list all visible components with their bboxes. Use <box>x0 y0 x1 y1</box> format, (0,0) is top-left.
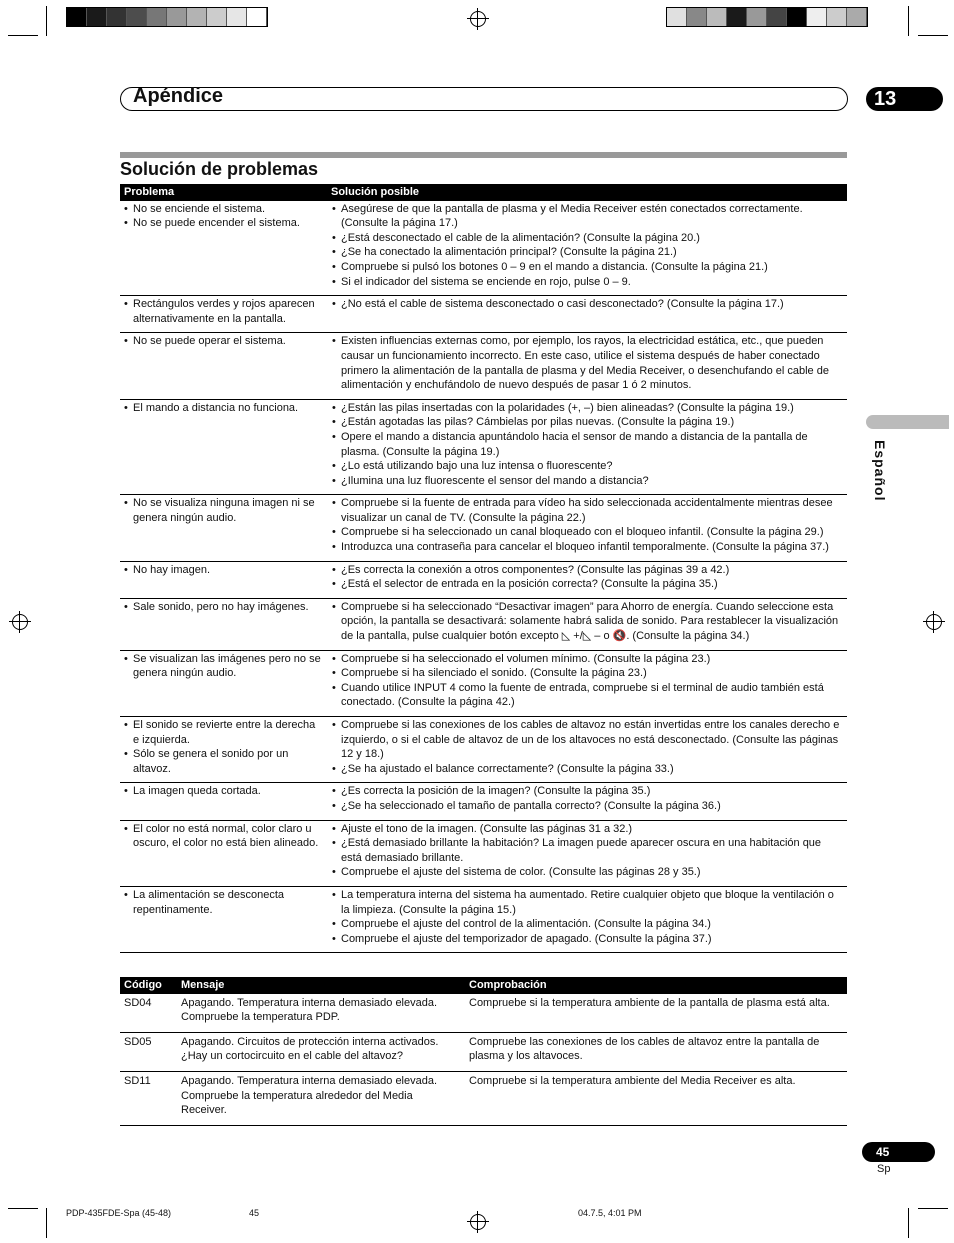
color-swatch <box>107 8 127 26</box>
solution-item: • Ajuste el tono de la imagen. (Consulte las páginas 31 a 32.) <box>332 822 843 837</box>
color-swatch <box>147 8 167 26</box>
solution-item: • Existen influencias externas como, por ejemplo, los rayos, la electricidad estática, etc., que pueden causar un funcionamiento incorrecto. En este caso, utilice el sistema después de haber conectado primero la alimentación de la pantalla de plasma y del Media Receiver, o desenchufando el cable de alimentación y enchufándolo de nuevo después de pasar 1 ó 2 minutos. <box>332 334 843 392</box>
solution-item: • ¿Es correcta la posición de la imagen? (Consulte la página 35.) <box>332 784 843 799</box>
color-swatch <box>227 8 247 26</box>
solution-item: • ¿Están agotadas las pilas? Cámbielas por pilas nuevas. (Consulte la página 19.) <box>332 415 843 430</box>
problem-item: • No se enciende el sistema. <box>124 202 323 217</box>
crop-mark <box>8 35 38 36</box>
problem-item: • La imagen queda cortada. <box>124 784 323 799</box>
code-cell: SD04 <box>120 994 177 1033</box>
check-cell: Compruebe si la temperatura ambiente del Media Receiver es alta. <box>465 1071 847 1125</box>
registration-mark-icon <box>926 614 942 630</box>
chapter-header-box <box>120 87 848 111</box>
table-row <box>120 561 847 598</box>
table-row <box>120 886 847 952</box>
problem-item: • Se visualizan las imágenes pero no se genera ningún audio. <box>124 652 323 681</box>
solution-item: • ¿Está el selector de entrada en la posición correcta? (Consulte la página 35.) <box>332 577 843 592</box>
solution-item: • ¿Se ha ajustado el balance correctamente? (Consulte la página 33.) <box>332 762 843 777</box>
message-cell: Apagando. Temperatura interna demasiado elevada. Compruebe la temperatura PDP. <box>177 994 465 1033</box>
solution-item: • Compruebe si ha silenciado el sonido. (Consulte la página 23.) <box>332 666 843 681</box>
solution-item: • ¿Ilumina una luz fluorescente el sensor del mando a distancia? <box>332 474 843 489</box>
check-cell: Compruebe las conexiones de los cables de altavoz entre la pantalla de plasma y los altavoces. <box>465 1032 847 1071</box>
problem-item: • La alimentación se desconecta repentinamente. <box>124 888 323 917</box>
check-cell: Compruebe si la temperatura ambiente de la pantalla de plasma está alta. <box>465 994 847 1033</box>
table-row <box>120 296 847 333</box>
code-cell: SD11 <box>120 1071 177 1125</box>
solution-item: • Si el indicador del sistema se enciende en rojo, pulse 0 – 9. <box>332 275 843 290</box>
language-tab <box>866 415 949 429</box>
table-row <box>120 598 847 650</box>
color-swatch <box>847 8 867 26</box>
solution-item: • ¿Está demasiado brillante la habitación? La imagen puede aparecer oscura en una habitación que está demasiado brillante. <box>332 836 843 865</box>
solution-cell <box>327 783 847 820</box>
color-swatch <box>67 8 87 26</box>
color-calibration-bar-right <box>666 7 868 27</box>
solution-cell <box>327 296 847 333</box>
color-swatch <box>207 8 227 26</box>
problem-item: • Sólo se genera el sonido por un altavoz. <box>124 747 323 776</box>
crop-mark <box>8 1208 38 1209</box>
color-swatch <box>827 8 847 26</box>
problem-cell <box>120 783 327 820</box>
problem-item: • No hay imagen. <box>124 563 323 578</box>
solution-item: • ¿Lo está utilizando bajo una luz intensa o fluorescente? <box>332 459 843 474</box>
solution-item: • Compruebe si ha seleccionado el volumen mínimo. (Consulte la página 23.) <box>332 652 843 667</box>
solution-item: • ¿Se ha conectado la alimentación principal? (Consulte la página 21.) <box>332 245 843 260</box>
table-row <box>120 333 847 399</box>
table-row <box>120 820 847 886</box>
table-row <box>120 1032 847 1071</box>
problem-item: • El mando a distancia no funciona. <box>124 401 323 416</box>
color-swatch <box>167 8 187 26</box>
problem-item: • No se puede operar el sistema. <box>124 334 323 349</box>
color-swatch <box>727 8 747 26</box>
problem-cell <box>120 598 327 650</box>
solution-item: • ¿No está el cable de sistema desconectado o casi desconectado? (Consulte la página 17.) <box>332 297 843 312</box>
footer-page: 45 <box>249 1208 260 1218</box>
error-codes-table <box>120 977 847 1126</box>
color-swatch <box>767 8 787 26</box>
problem-cell <box>120 717 327 783</box>
table-row <box>120 650 847 716</box>
solution-item: • ¿Está desconectado el cable de la alimentación? (Consulte la página 20.) <box>332 231 843 246</box>
solution-cell <box>327 650 847 716</box>
solution-item: • Introduzca una contraseña para cancelar el bloqueo infantil temporalmente. (Consulte la página 37.) <box>332 540 843 555</box>
language-label: Español <box>872 440 888 502</box>
section-title: Solución de problemas <box>120 159 319 179</box>
color-swatch <box>747 8 767 26</box>
problem-item: • No se visualiza ninguna imagen ni se genera ningún audio. <box>124 496 323 525</box>
message-cell: Apagando. Circuitos de protección interna activados. ¿Hay un cortocircuito en el cable del altavoz? <box>177 1032 465 1071</box>
registration-mark-icon <box>470 1214 486 1230</box>
column-header-code: Código <box>120 977 177 994</box>
crop-mark <box>908 1208 909 1238</box>
solution-item: • Compruebe el ajuste del sistema de color. (Consulte las páginas 28 y 35.) <box>332 865 843 880</box>
solution-cell <box>327 333 847 399</box>
solution-item: • Asegúrese de que la pantalla de plasma y el Media Receiver estén conectados correctamente. (Consulte la página 17.) <box>332 202 843 231</box>
footer-file: PDP-435FDE-Spa (45-48) <box>66 1208 172 1218</box>
solution-cell <box>327 598 847 650</box>
troubleshooting-table <box>120 184 847 953</box>
table-row <box>120 1071 847 1125</box>
crop-mark <box>46 1208 47 1238</box>
solution-cell <box>327 886 847 952</box>
solution-item: • ¿Es correcta la conexión a otros componentes? (Consulte las páginas 39 a 42.) <box>332 563 843 578</box>
solution-item: • Compruebe si las conexiones de los cables de altavoz no están invertidas entre los canales derecho e izquierdo, o si el cable de altavoz de un de los altavoces no está desconectado. (Consulte las páginas 12 y 18.) <box>332 718 843 762</box>
table-row <box>120 399 847 495</box>
solution-cell <box>327 201 847 296</box>
solution-cell <box>327 399 847 495</box>
crop-mark <box>46 6 47 36</box>
problem-item: • No se puede encender el sistema. <box>124 216 323 231</box>
table-row <box>120 717 847 783</box>
problem-item: • Sale sonido, pero no hay imágenes. <box>124 600 323 615</box>
table-row <box>120 201 847 296</box>
problem-cell <box>120 495 327 561</box>
solution-cell <box>327 717 847 783</box>
solution-item: • Compruebe si ha seleccionado un canal bloqueado con el bloqueo infantil. (Consulte la página 29.) <box>332 525 843 540</box>
problem-item: • El color no está normal, color claro u oscuro, el color no está bien alineado. <box>124 822 323 851</box>
problem-cell <box>120 561 327 598</box>
problem-cell <box>120 886 327 952</box>
solution-item: • ¿Se ha seleccionado el tamaño de pantalla correcto? (Consulte la página 36.) <box>332 799 843 814</box>
color-swatch <box>807 8 827 26</box>
code-cell: SD05 <box>120 1032 177 1071</box>
chapter-number: 13 <box>866 87 943 111</box>
registration-mark-icon <box>12 614 28 630</box>
registration-mark-icon <box>470 11 486 27</box>
section-divider <box>120 152 847 158</box>
column-header-check: Comprobación <box>465 977 847 994</box>
column-header-solution: Solución posible <box>327 184 847 201</box>
problem-cell <box>120 650 327 716</box>
column-header-problem: Problema <box>120 184 327 201</box>
solution-item: • Compruebe si ha seleccionado “Desactivar imagen” para Ahorro de energía. Cuando seleccione esta opción, la pantalla se desactivará: solamente habrá salida de sonido. Para restablecer la visualización de la pantalla, pulse cualquier botón excepto ◺ +/◺ – o 🔇. (Consulte la página 34.) <box>332 600 843 644</box>
solution-item: • Compruebe si pulsó los botones 0 – 9 en el mando a distancia. (Consulte la página 21.) <box>332 260 843 275</box>
solution-cell <box>327 495 847 561</box>
solution-item: • Compruebe si la fuente de entrada para vídeo ha sido seleccionada accidentalmente mientras desee visualizar un canal de TV. (Consulte la página 22.) <box>332 496 843 525</box>
table-row <box>120 994 847 1033</box>
solution-cell <box>327 561 847 598</box>
problem-cell <box>120 296 327 333</box>
color-swatch <box>707 8 727 26</box>
crop-mark <box>918 1208 948 1209</box>
solution-item: • Opere el mando a distancia apuntándolo hacia el sensor de mando a distancia de la pantalla de plasma. (Consulte la página 19.) <box>332 430 843 459</box>
crop-mark <box>908 6 909 36</box>
page-number: 45 <box>862 1142 935 1162</box>
problem-item: • El sonido se revierte entre la derecha e izquierda. <box>124 718 323 747</box>
problem-cell <box>120 399 327 495</box>
solution-item: • Compruebe el ajuste del temporizador de apagado. (Consulte la página 37.) <box>332 932 843 947</box>
solution-item: • ¿Están las pilas insertadas con la polaridades (+, –) bien alineadas? (Consulte la página 19.) <box>332 401 843 416</box>
color-swatch <box>87 8 107 26</box>
color-swatch <box>247 8 267 26</box>
color-swatch <box>687 8 707 26</box>
solution-item: • Compruebe el ajuste del control de la alimentación. (Consulte la página 34.) <box>332 917 843 932</box>
solution-item: • Cuando utilice INPUT 4 como la fuente de entrada, compruebe si el terminal de audio también está conectado. (Consulte la página 42.) <box>332 681 843 710</box>
crop-mark <box>918 35 948 36</box>
color-calibration-bar-left <box>66 7 268 27</box>
problem-item: • Rectángulos verdes y rojos aparecen alternativamente en la pantalla. <box>124 297 323 326</box>
color-swatch <box>187 8 207 26</box>
message-cell: Apagando. Temperatura interna demasiado elevada. Compruebe la temperatura alrededor del Media Receiver. <box>177 1071 465 1125</box>
problem-cell <box>120 333 327 399</box>
color-swatch <box>787 8 807 26</box>
color-swatch <box>127 8 147 26</box>
problem-cell <box>120 201 327 296</box>
footer-date: 04.7.5, 4:01 PM <box>578 1208 642 1218</box>
column-header-message: Mensaje <box>177 977 465 994</box>
solution-cell <box>327 820 847 886</box>
page-language-code: Sp <box>877 1163 891 1175</box>
chapter-title: Apéndice <box>133 85 224 107</box>
color-swatch <box>667 8 687 26</box>
solution-item: • La temperatura interna del sistema ha aumentado. Retire cualquier objeto que bloque la ventilación o la limpieza. (Consulte la página 15.) <box>332 888 843 917</box>
problem-cell <box>120 820 327 886</box>
table-row <box>120 495 847 561</box>
table-row <box>120 783 847 820</box>
